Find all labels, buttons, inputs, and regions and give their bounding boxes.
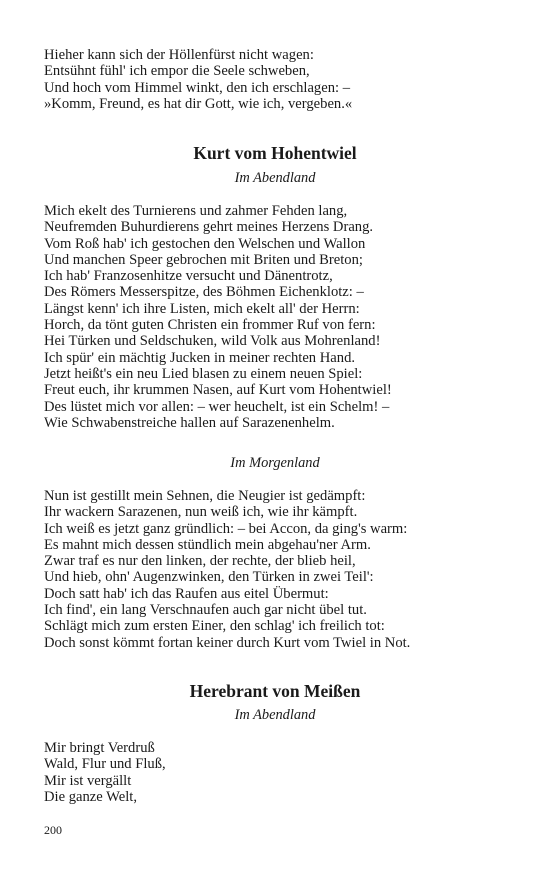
poem-title: Kurt vom Hohentwiel bbox=[193, 143, 357, 163]
verse-line: Und hoch vom Himmel winkt, den ich erschlagen: – bbox=[44, 79, 350, 96]
verse-line: Wie Schwabenstreiche hallen auf Sarazenenhelm. bbox=[44, 414, 335, 431]
verse-line: Mir ist vergällt bbox=[44, 772, 132, 789]
verse-line: Hieher kann sich der Höllenfürst nicht wagen: bbox=[44, 47, 314, 63]
verse-line: Vom Roß hab' ich gestochen den Welschen und Wallon bbox=[44, 235, 366, 252]
verse-line: Ihr wackern Sarazenen, nun weiß ich, wie ihr kämpft. bbox=[44, 504, 358, 521]
verse-line: Mich ekelt des Turnierens und zahmer Fehden lang, bbox=[44, 203, 348, 219]
poem-title: Herebrant von Meißen bbox=[189, 681, 361, 701]
verse-line: Ich spür' ein mächtig Jucken in meiner rechten Hand. bbox=[44, 349, 356, 366]
verse-line: »Komm, Freund, es hat dir Gott, wie ich, vergeben.« bbox=[44, 95, 353, 112]
verse-line: Doch satt hab' ich das Raufen aus eitel Übermut: bbox=[44, 585, 329, 602]
verse-line: Des Römers Messerspitze, des Böhmen Eichenklotz: – bbox=[44, 284, 364, 301]
page-number: 200 bbox=[44, 823, 62, 837]
verse-line: Doch sonst kömmt fortan keiner durch Kurt vom Twiel in Not. bbox=[44, 634, 411, 651]
verse-line: Mir bringt Verdruß bbox=[44, 740, 155, 756]
verse-line: Zwar traf es nur den linken, der rechte, der blieb heil, bbox=[44, 553, 356, 570]
verse-line: Des lüstet mich vor allen: – wer heuchelt, ist ein Schelm! – bbox=[44, 398, 390, 415]
verse-line: Hei Türken und Seldschuken, wild Volk aus Mohrenland! bbox=[44, 333, 381, 350]
verse-line: Und manchen Speer gebrochen mit Briten und Breton; bbox=[44, 251, 363, 268]
verse-line: Ich hab' Franzosenhitze versucht und Dänentrotz, bbox=[44, 268, 333, 285]
verse-line: Jetzt heißt's ein neu Lied blasen zu einem neuen Spiel: bbox=[44, 365, 363, 382]
verse-line: Wald, Flur und Fluß, bbox=[44, 756, 166, 773]
verse-line: Es mahnt mich dessen stündlich mein abgehau'ner Arm. bbox=[44, 536, 371, 553]
verse-line: Die ganze Welt, bbox=[44, 788, 137, 805]
verse-line: Horch, da tönt guten Christen ein frommer Ruf von fern: bbox=[44, 317, 376, 334]
section-heading: Im Morgenland bbox=[230, 455, 320, 471]
verse-line: Nun ist gestillt mein Sehnen, die Neugier ist gedämpft: bbox=[44, 488, 366, 504]
verse-line: Neufremden Buhurdierens gehrt meines Herzens Drang. bbox=[44, 219, 374, 236]
poem-stanza bbox=[44, 488, 514, 651]
section-heading: Im Abendland bbox=[234, 170, 316, 186]
poem-stanza bbox=[44, 203, 514, 431]
intro-stanza bbox=[44, 47, 514, 112]
verse-line: Ich weiß es jetzt ganz gründlich: – bei Accon, da ging's warm: bbox=[44, 520, 408, 537]
verse-line: Entsühnt fühl' ich empor die Seele schweben, bbox=[44, 63, 310, 80]
poem-stanza bbox=[44, 740, 514, 805]
verse-line: Längst kenn' ich ihre Listen, mich ekelt all' der Herrn: bbox=[44, 300, 360, 317]
section-heading: Im Abendland bbox=[234, 707, 316, 723]
verse-line: Freut euch, ihr krummen Nasen, auf Kurt vom Hohentwiel! bbox=[44, 382, 392, 399]
verse-line: Schlägt mich zum ersten Einer, den schlag' ich freilich tot: bbox=[44, 618, 385, 635]
verse-line: Und hieb, ohn' Augenzwinken, den Türken in zwei Teil': bbox=[44, 569, 374, 586]
verse-line: Ich find', ein lang Verschnaufen auch gar nicht übel tut. bbox=[44, 602, 367, 619]
